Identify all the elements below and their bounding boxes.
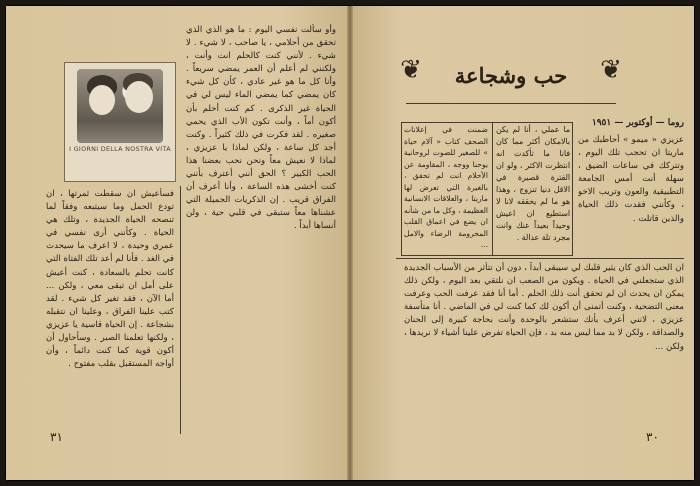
left-page-left-column: فسأعيش ان سقطت ثمرتها ، ان تودع الحمل وما سيتبعه وفقاً لما تنصحه الحياة الجديدة ، وتلك هي الحياة . وكأنني أرى نفسي في عمري وحيدة ، لا اعرف ما سيحدث في الغد . فأنا لم أعد تلك الفتاة التي كانت تحلم بالسعادة ، كنت أعيش على أمل ان تبقى معي ، ولكن ... أما الآن ، فقد تغير كل شيء . لقد كتب علينا الفراق ، وعلينا ان نتقبله بشجاعة . إن الحياة قاسية يا عزيزي ، ولكنها تعلمنا الصبر . وسأحاول أن أكون قوية كما كنت دائماً ، وأن أواجه المستقبل بقلب مفتوح . xyxy=(46,189,174,370)
spine-gutter xyxy=(347,6,353,480)
right-page-lower-text: ان الحب الذي كان يثير قلبك لي سيبقى أبداً ، دون أن تتأثر من الأسباب الجديدة الذي ستجعلني في الحياة . ويكون من الصعب ان نلتقي بعد اليوم ، ولكن ذلك يمكن ان يحدث ان لم تحقق أنت ذلك الحلم . أما أنا فقد عرفت الحب وعرفت معنى التضحية ، وكنت أتمنى أن أكون لك كما كنت لي في الماضي . أنا متأسفة عزيزي ، لانني أعرف بأنك ستشعر بالوحدة وأنت بحاجة كبيرة إلى الحنان والصداقة ، ولكن لا بد مما ليس منه بد ، فإن الحياة تفرض علينا أشياء لا نريدها ، ولكن ... xyxy=(404,263,684,352)
section-rule xyxy=(396,258,684,259)
article-title: حب وشجاعة xyxy=(454,63,568,88)
box-divider xyxy=(492,122,493,256)
right-page-number: ٣٠ xyxy=(646,430,659,444)
photo-image xyxy=(77,69,163,143)
right-page-right-column: عزيزي « ميمو » أحاطبك من ماريتا ان تحجب تلك اليوم ، وتتركك في ساعات الضيق ، سهلة أنت أمس الجامعة التطبيقية والعون وتريب الاخو ، وكأنني فقدت ذلك الحياة والذين قاتلت . xyxy=(578,135,684,224)
photo-caption: I GIORNI DELLA NOSTRA VITA xyxy=(69,145,171,153)
left-page-column-rule xyxy=(180,186,181,434)
dateline: روما — أوكتوبر — ١٩٥١ xyxy=(591,118,684,128)
article-title-banner xyxy=(396,51,626,105)
film-still-photo xyxy=(64,62,176,182)
magazine-spread xyxy=(6,6,694,480)
right-page-middle-column: ما عملي ، أنا لم يكن بالامكان أكثر مما كان فانا ما تأكدت انه انتظرت الاكثر ، ولو ان الفترة قصيرة في الاقل دنيا تنزوج ، وهذا هو ما لم يحققه لانا لا استطيع ان اعيش وحيداً بعيداً عنك وانت مجرد تلة عدالة . xyxy=(496,125,570,242)
left-page-right-column: وأو سألت نفسي اليوم : ما هو الذي الذي تحقق من أحلامي ، يا صاحب ، لا شيء . لا شيء . لأنني كنت كالحلم انت وأنت ، ولكنني لم أعلم أن العمر يمضي سريعاً . وأنا كل ما هو غير عادي ، كأن كل شيء كان يمضي كما يمضي الماء ليس لي في الحياة غير الذكرى . كم كنت أحلم بأن أكون أماً ، وأنت تكون الأب الذي يحمي صغيره . لقد فكرت في ذلك كثيراً . وكنت أجد كل ساعة ، ولكن لماذا يا عزيزي ، لماذا لا نعيش معاً ونحن نحب بعضنا هذا الحب الكبير ؟ الحق أنني أعترف بأنني كنت أخشى هذه الساعة ، وأنا أعرف أن الفراق قريب . إن الذكريات الجميلة التي عشناها معاً ستبقى في قلبي حية ، ولن أنساها أبداً . xyxy=(186,25,336,232)
left-page-number: ٣١ xyxy=(50,430,63,444)
boxed-intro-text: ضمنت في إعلانات الصحف كتاب « آلام حياة » للصغير للصوت لروحانية يوحنا ووجه ، المقاومة عن الأحلام انت لم تحقق ، بالغيرة التي تعرض لها ماريتا ، والعلاقات الانسانية العظيمة ، وكل ما من شأنه ان يضع في اعماق القلب المحرومة الرضاء والامل ... xyxy=(404,125,488,249)
title-underline xyxy=(406,103,616,104)
